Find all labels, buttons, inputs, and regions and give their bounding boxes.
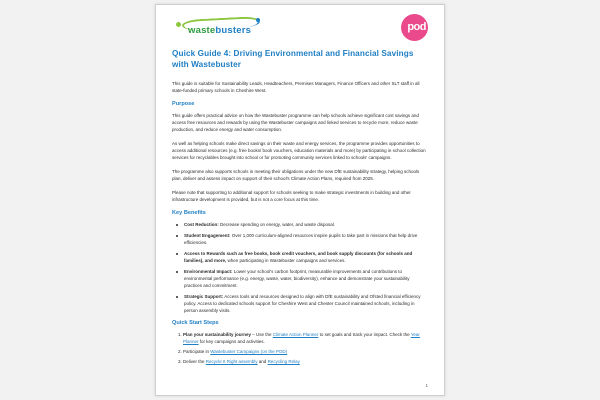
page-title: Quick Guide 4: Driving Environmental and Financial Savings with Wastebuster [172,49,414,69]
step-text: Participate in [183,349,211,354]
quick-start-list [172,331,428,365]
step-text: – Use the [251,332,273,337]
blue-dot-icon [256,18,260,22]
list-item [183,331,428,345]
benefit-label: Cost Reduction: [184,222,219,227]
key-benefits-list [172,221,428,314]
logo-row [172,14,428,46]
list-item [182,293,428,314]
benefit-text: Decrease spending on energy, water, and waste disposal. [218,222,335,227]
section-heading-purpose: Purpose [172,101,195,107]
section-heading-quick-start: Quick Start Steps [172,320,219,326]
document-page [155,4,445,396]
benefit-text: Access tools and resources designed to align with DfE sustainability and Ofsted financial efficiency policy. Access to dedicated schools support for Cheshire West and Chester Council maintained schools, including in person assembly visits. [184,294,421,313]
list-item [182,250,428,264]
benefit-label: Environmental Impact: [184,269,233,274]
pod-logo [382,14,428,42]
green-dot-icon [176,22,181,27]
benefit-text: Over 1,000 curriculum-aligned resources inspire pupils to take part in missions that help drive efficiencies. [184,233,418,245]
list-item [182,232,428,246]
list-item [182,268,428,289]
step-text: and [257,359,268,364]
page-number: 1 [425,383,428,388]
step-text: for key campaigns and activities. [198,339,265,344]
wastebuster-campaigns-link[interactable]: Wastebuster Campaigns (on the POD) [210,349,288,354]
purpose-paragraph: The programme also supports schools in meeting their obligations under the new DfE sustainability strategy, helping schools plan, deliver and assess impact on support of their school's Climate Action Plans, required from 2025. [172,169,420,181]
purpose-paragraph: As well as helping schools make direct savings on their waste and energy services, the programme provides opportunities to access additional resources (e.g. free books/ book vouchers, education materials and more) by participating in school collection services for recyclables brought into school or for promoting community services linked to schools' campaigns. [172,141,426,160]
pod-wordmark: pod [407,21,426,33]
benefit-text: Lower your school's carbon footprint, measurable improvements and contributions to environmental performance (e.g. energy, waste, water, biodiversity), enhance and demonstrate your sustainability practices and commitment. [184,269,410,288]
benefit-label: Strategic Support: [184,294,224,299]
benefit-text: when participating in Wastebuster campaigns and services. [226,258,346,263]
list-item [183,358,428,365]
step-text: to set goals and track your impact. Check the [318,332,411,337]
step-text: Deliver the [183,359,206,364]
recycle-it-right-assembly-link[interactable]: Recycle It Right assembly [205,359,258,364]
purpose-paragraph: Please note that supporting to additional support for schools seeking to make strategic investments in building and other infrastructure development is provided, but is not a core focus at this time. [172,190,411,202]
purpose-paragraph: This guide offers practical advice on how the Wastebuster programme can help schools achieve significant cost savings and access free resources and rewards by using the Wastebuster campaigns and linked services to recycle more, reduce waste production, and reduce energy and water consumption. [172,113,419,132]
recycling-relay-link[interactable]: Recycling Relay [267,359,300,364]
intro-paragraph: This guide is suitable for Sustainability Leads, Headteachers, Premises Managers, Finance Officers and other SLT staff in all state-funded primary schools in Cheshire West. [172,81,420,93]
climate-action-planner-link[interactable]: Climate Action Planner [272,332,319,337]
section-heading-key-benefits: Key Benefits [172,210,206,216]
wastebuster-logo [172,14,268,44]
list-item [182,221,428,228]
list-item [183,348,428,355]
benefit-label: Student Engagement: [184,233,231,238]
benefit-label: Access to Rewards such as free books, book credit vouchers, and book supply discounts (for schools and families), and more, [184,251,413,263]
year-planner-link[interactable]: Year Planner [183,332,420,344]
wastebuster-wordmark: wastebusters [188,25,252,36]
step-label: Plan your sustainability journey [183,332,252,337]
